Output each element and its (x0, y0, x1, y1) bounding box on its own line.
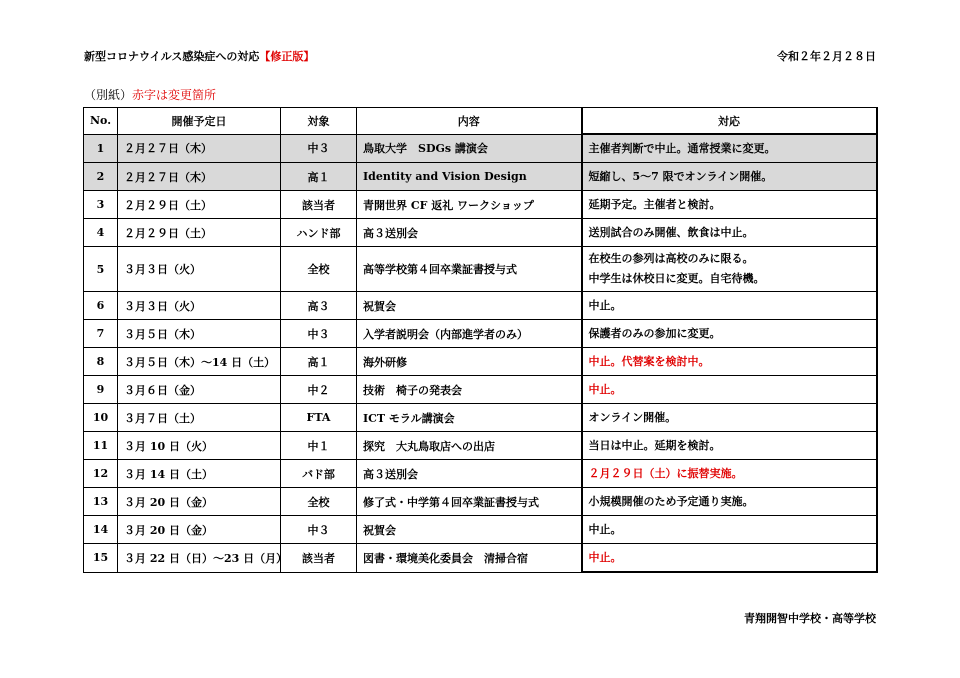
row-target: 中３ (281, 134, 357, 163)
response-line: 延期予定。主催者と検討。 (588, 197, 721, 211)
schedule-table (83, 107, 878, 573)
header-response: 対応 (582, 108, 877, 135)
school-name: 青翔開智中学校・高等学校 (744, 612, 876, 625)
row-date: ３月 20 日（金） (118, 488, 281, 516)
row-response (582, 376, 877, 404)
row-no: 14 (84, 516, 118, 544)
row-content: 鳥取大学 SDGs 講演会 (357, 134, 582, 163)
row-no: 3 (84, 191, 118, 219)
response-line: 中止。 (588, 382, 622, 396)
table-row (84, 348, 877, 376)
row-content: 祝賀会 (357, 516, 582, 544)
row-content: ICT モラル講演会 (357, 404, 582, 432)
row-response (582, 134, 877, 163)
header-no: No. (84, 108, 118, 135)
row-content: 入学者説明会（内部進学者のみ） (357, 320, 582, 348)
header-content: 内容 (357, 108, 582, 135)
row-response (582, 404, 877, 432)
response-line: 保護者のみの参加に変更。 (588, 326, 721, 340)
change-legend: 赤字は変更箇所 (132, 88, 217, 102)
row-no: 7 (84, 320, 118, 348)
row-no: 4 (84, 219, 118, 247)
table-row (84, 247, 877, 292)
row-date: ２月２９日（土） (118, 219, 281, 247)
row-date: ３月３日（火） (118, 292, 281, 320)
row-response (582, 191, 877, 219)
response-line: 主催者判断で中止。通常授業に変更。 (588, 141, 776, 155)
row-date: ３月３日（火） (118, 247, 281, 292)
row-no: 12 (84, 460, 118, 488)
row-no: 1 (84, 134, 118, 163)
row-date: ２月２７日（木） (118, 163, 281, 191)
title-text: 新型コロナウイルス感染症への対応 (84, 50, 260, 63)
table-row (84, 134, 877, 163)
table-row (84, 544, 877, 573)
row-target: 全校 (281, 488, 357, 516)
row-content: 高３送別会 (357, 219, 582, 247)
table-header-row (84, 108, 877, 135)
response-line: 小規模開催のため予定通り実施。 (588, 494, 754, 508)
table-row (84, 432, 877, 460)
response-line: 中止。代替案を検討中。 (588, 354, 710, 368)
row-date: ３月６日（金） (118, 376, 281, 404)
row-date: ２月２９日（土） (118, 191, 281, 219)
row-target: 全校 (281, 247, 357, 292)
row-date: ３月５日（木）～14 日（土） (118, 348, 281, 376)
row-no: 11 (84, 432, 118, 460)
response-line: 短縮し、5～7 限でオンライン開催。 (588, 169, 773, 183)
row-no: 8 (84, 348, 118, 376)
document-date: 令和２年２月２８日 (777, 50, 876, 63)
title-revision-tag: 【修正版】 (259, 50, 315, 63)
attachment-note (84, 86, 216, 103)
response-line: ２月２９日（土）に振替実施。 (588, 466, 743, 480)
row-content: 海外研修 (357, 348, 582, 376)
row-response (582, 516, 877, 544)
row-target: 該当者 (281, 191, 357, 219)
response-line: 送別試合のみ開催、飲食は中止。 (588, 225, 754, 239)
row-response (582, 432, 877, 460)
table-row (84, 376, 877, 404)
table-row (84, 191, 877, 219)
row-date: ３月５日（木） (118, 320, 281, 348)
row-date: ３月 22 日（日）～23 日（月） (118, 544, 281, 573)
row-response (582, 460, 877, 488)
response-line: 在校生の参列は高校のみに限る。 (588, 252, 754, 265)
row-date: ３月 14 日（土） (118, 460, 281, 488)
table-row (84, 219, 877, 247)
row-target: 中３ (281, 320, 357, 348)
row-date: ２月２７日（木） (118, 134, 281, 163)
row-target: 中１ (281, 432, 357, 460)
document-title (84, 48, 314, 64)
response-line: オンライン開催。 (588, 410, 677, 424)
row-target: 中２ (281, 376, 357, 404)
row-content: 高３送別会 (357, 460, 582, 488)
row-target: ハンド部 (281, 219, 357, 247)
row-response (582, 163, 877, 191)
response-line: 当日は中止。延期を検討。 (588, 438, 721, 452)
table-row (84, 292, 877, 320)
row-content: 探究 大丸鳥取店への出店 (357, 432, 582, 460)
table-row (84, 460, 877, 488)
attachment-label: （別紙） (84, 88, 133, 102)
response-line: 中止。 (588, 550, 622, 564)
row-content: Identity and Vision Design (357, 163, 582, 191)
row-no: 9 (84, 376, 118, 404)
header-target: 対象 (281, 108, 357, 135)
row-target: バド部 (281, 460, 357, 488)
row-date: ３月 20 日（金） (118, 516, 281, 544)
row-content: 図書・環境美化委員会 清掃合宿 (357, 544, 582, 573)
row-date: ３月７日（土） (118, 404, 281, 432)
header-date: 開催予定日 (118, 108, 281, 135)
response-line: 中学生は休校日に変更。自宅待機。 (588, 272, 765, 285)
row-response (582, 292, 877, 320)
row-no: 5 (84, 247, 118, 292)
row-content: 技術 椅子の発表会 (357, 376, 582, 404)
row-content: 祝賀会 (357, 292, 582, 320)
row-content: 修了式・中学第４回卒業証書授与式 (357, 488, 582, 516)
row-date: ３月 10 日（火） (118, 432, 281, 460)
row-no: 13 (84, 488, 118, 516)
row-response (582, 488, 877, 516)
table-row (84, 163, 877, 191)
row-target: 該当者 (281, 544, 357, 573)
response-line: 中止。 (588, 522, 622, 536)
row-response (582, 219, 877, 247)
row-target: FTA (281, 404, 357, 432)
row-content: 高等学校第４回卒業証書授与式 (357, 247, 582, 292)
table-row (84, 488, 877, 516)
row-response (582, 348, 877, 376)
row-no: 6 (84, 292, 118, 320)
row-target: 高３ (281, 292, 357, 320)
row-no: 10 (84, 404, 118, 432)
response-line: 中止。 (588, 298, 622, 312)
row-response (582, 544, 877, 573)
table-row (84, 404, 877, 432)
row-response (582, 247, 877, 292)
row-target: 高１ (281, 348, 357, 376)
row-response (582, 320, 877, 348)
row-no: 15 (84, 544, 118, 573)
row-no: 2 (84, 163, 118, 191)
table-row (84, 320, 877, 348)
row-target: 中３ (281, 516, 357, 544)
row-target: 高１ (281, 163, 357, 191)
row-content: 青開世界 CF 返礼 ワークショップ (357, 191, 582, 219)
table-row (84, 516, 877, 544)
